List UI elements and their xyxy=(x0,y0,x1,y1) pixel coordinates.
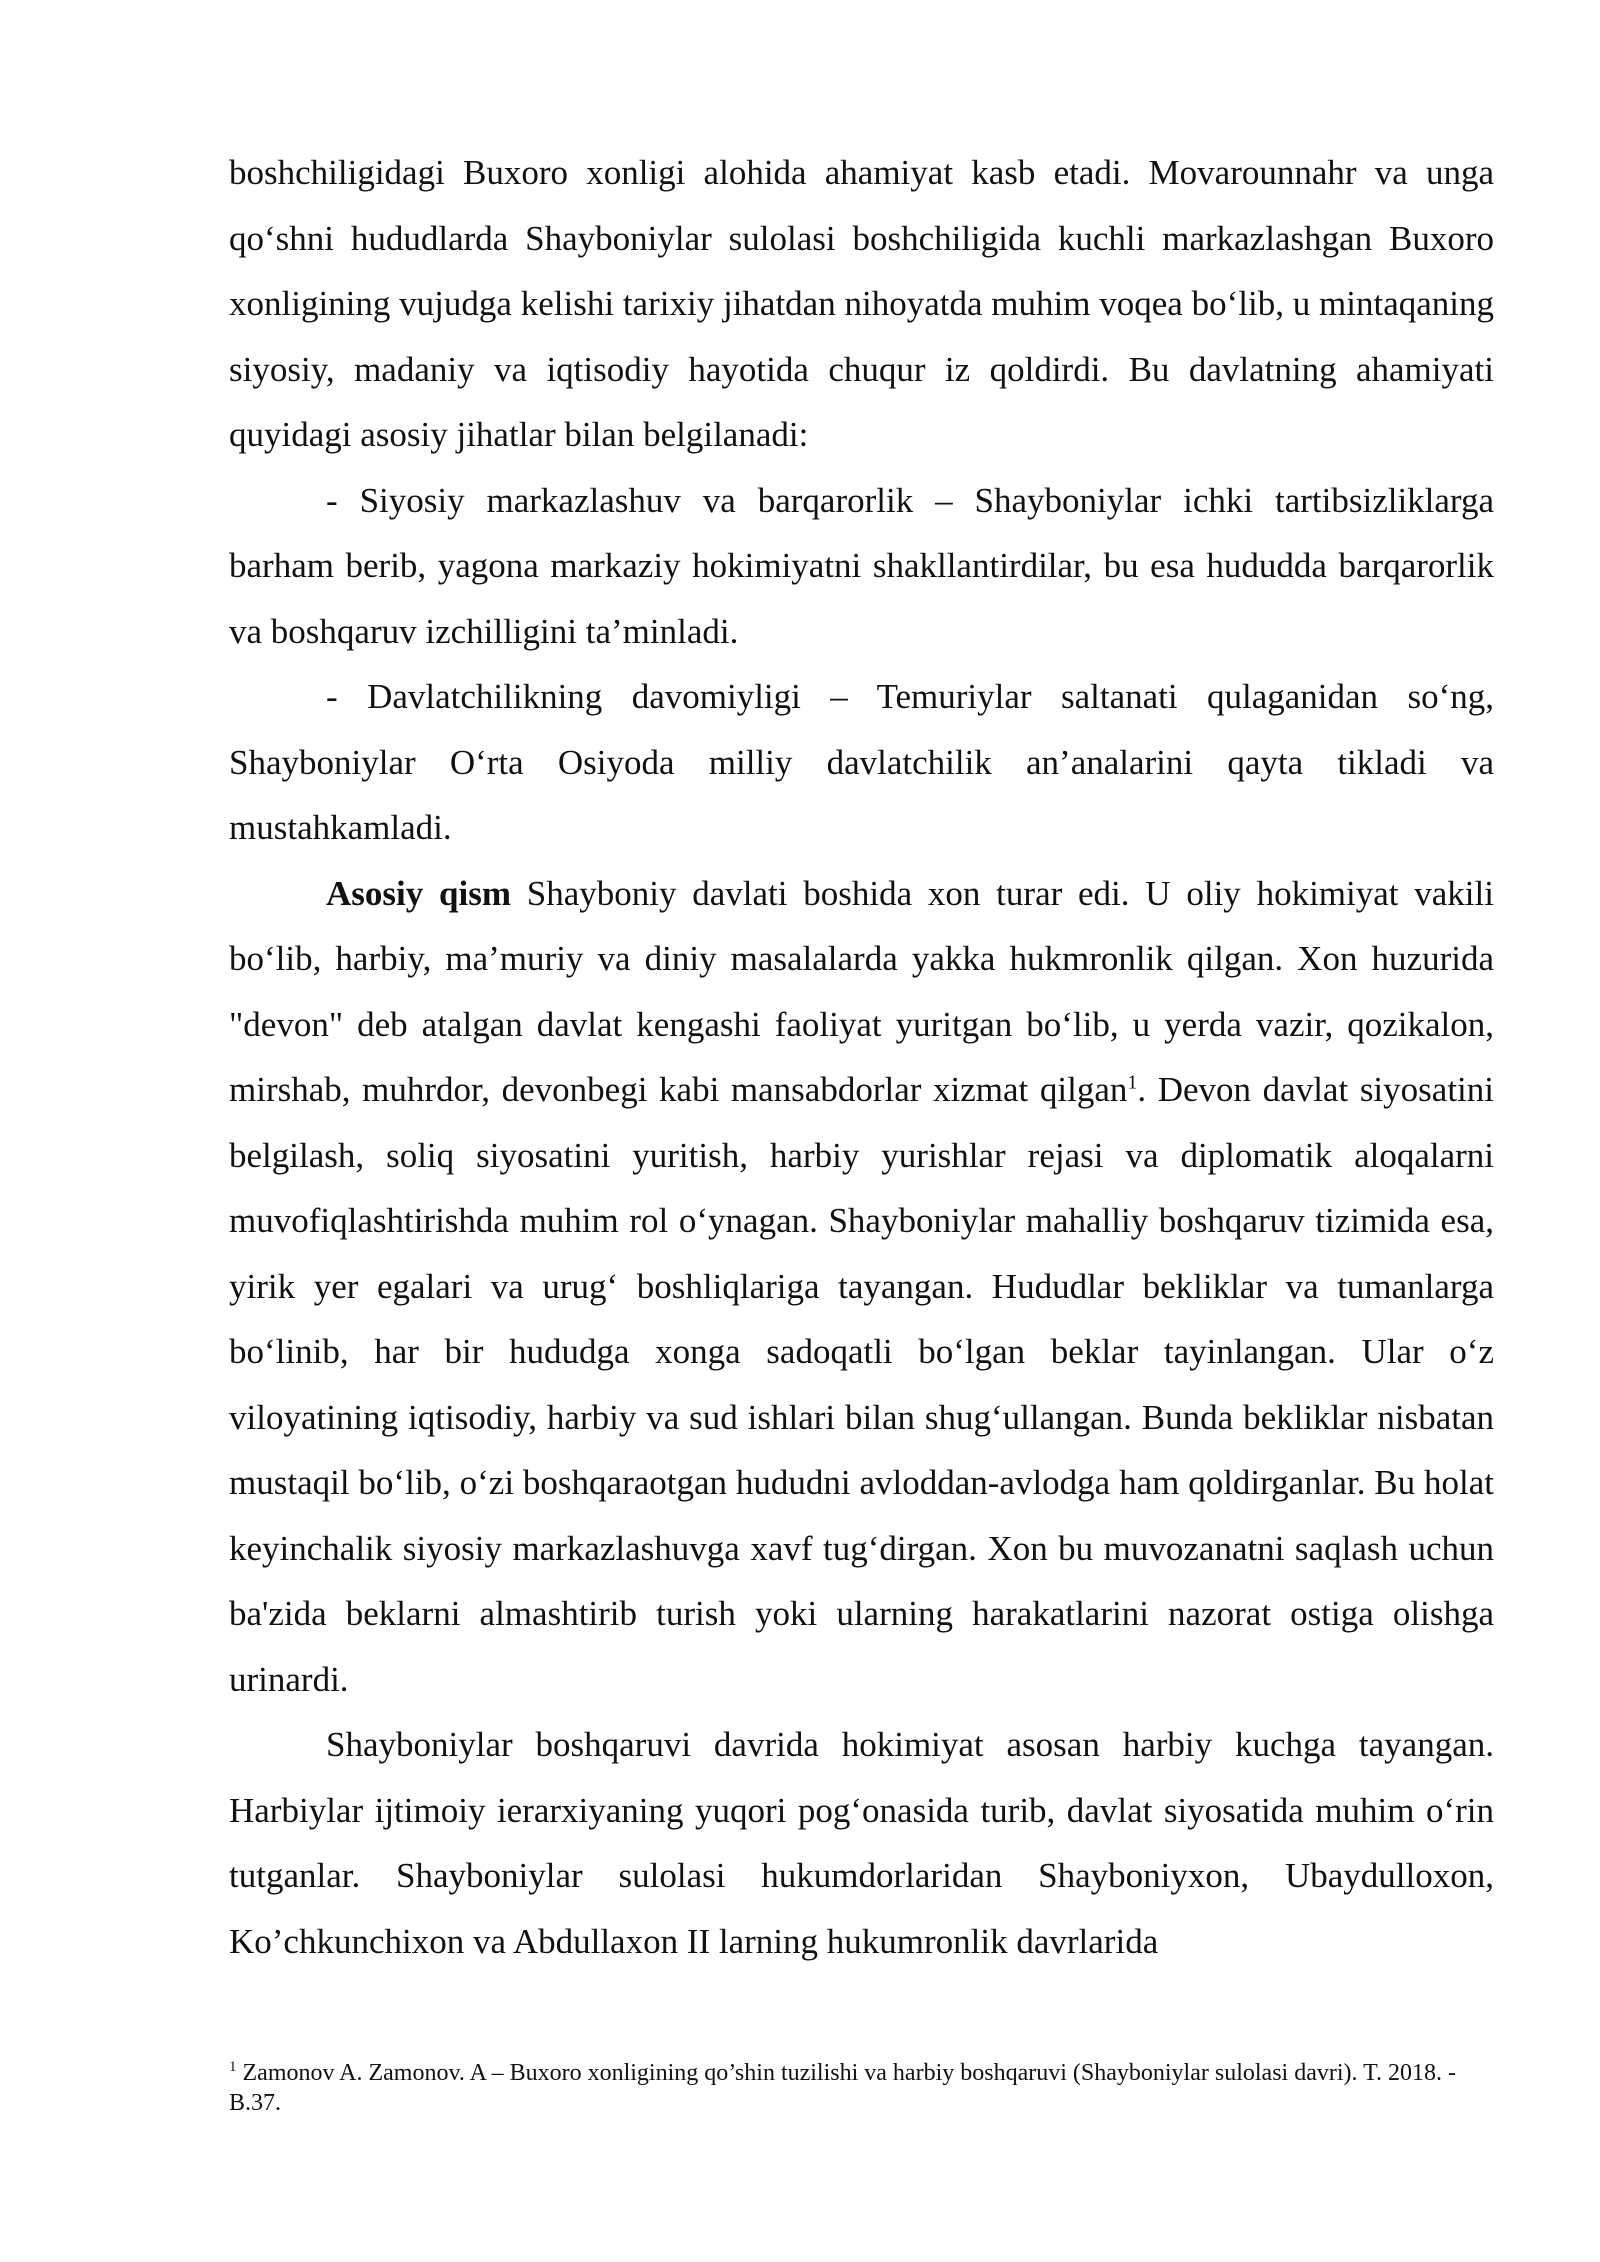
paragraph-intro: boshchiligidagi Buxoro xonligi alohida ahamiyat kasb etadi. Movarounnahr va unga qo‘shni hududlarda Shayboniylar sulolasi boshchiligida kuchli markazlashgan Buxoro xonligining vujudga kelishi tarixiy jihatdan nihoyatda muhim voqea bo‘lib, u mintaqaning siyosiy, madaniy va iqtisodiy hayotida chuqur iz qoldirdi. Bu davlatning ahamiyati quyidagi asosiy jihatlar bilan belgilanadi: xyxy=(229,153,1494,454)
main-part-text-b: . Devon davlat siyosatini belgilash, soliq siyosatini yuritish, harbiy yurishlar rejasi va diplomatik aloqalarni muvofiqlashtirishda muhim rol o‘ynagan. Shayboniylar mahalliy boshqaruv tizimida esa, yirik yer egalari va urug‘ boshliqlariga tayangan. Hududlar bekliklar va tumanlarga bo‘linib, har bir hududga xonga sadoqatli bo‘lgan beklar tayinlangan. Ular o‘z viloyatining iqtisodiy, harbiy va sud ishlari bilan shug‘ullangan. Bunda bekliklar nisbatan mustaqil bo‘lib, o‘zi boshqaraotgan hududni avloddan-avlodga ham qoldirganlar. Bu holat keyinchalik siyosiy markazlashuvga xavf tug‘dirgan. Xon bu muvozanatni saqlash uchun ba'zida beklarni almashtirib turish yoki ularning harakatlarini nazorat ostiga olishga urinardi. xyxy=(229,1070,1494,1699)
paragraph-main-part xyxy=(229,861,1494,1713)
footnote-reference[interactable]: 1 xyxy=(1127,1071,1138,1094)
section-heading-main-part: Asosiy qism xyxy=(326,873,511,913)
paragraph-political-centralization: - Siyosiy markazlashuv va barqarorlik – Shayboniylar ichki tartibsizliklarga barham berib, yagona markaziy hokimiyatni shakllantirdilar, bu esa hududda barqarorlik va boshqaruv izchilligini ta’minladi. xyxy=(229,480,1494,651)
paragraph-military-power: Shayboniylar boshqaruvi davrida hokimiyat asosan harbiy kuchga tayangan. Harbiylar ijtimoiy ierarxiyaning yuqori pog‘onasida turib, davlat siyosatida muhim o‘rin tutganlar. Shayboniylar sulolasi hukumdorlaridan Shayboniyxon, Ubaydulloxon, Ko’chkunchixon va Abdullaxon II larning hukumronlik davrlarida xyxy=(229,1725,1494,1961)
paragraph-statehood-continuity: - Davlatchilikning davomiyligi – Temuriylar saltanati qulaganidan so‘ng, Shayboniylar O‘rta Osiyoda milliy davlatchilik an’analarini qayta tikladi va mustahkamladi. xyxy=(229,677,1494,847)
document-body xyxy=(229,140,1494,1974)
footnote xyxy=(229,2058,1494,2118)
footnote-text: Zamonov A. Zamonov. A – Buxoro xonligining qo’shin tuzilishi va harbiy boshqaruvi (Shayboniylar sulolasi davri). T. 2018. - B.37. xyxy=(229,2060,1456,2116)
footnote-number: 1 xyxy=(229,2059,237,2075)
main-part-text-a: Shayboniy davlati boshida xon turar edi. U oliy hokimiyat vakili bo‘lib, harbiy, ma’muriy va diniy masalalarda yakka hukmronlik qilgan. Xon huzurida "devon" deb atalgan davlat kengashi faoliyat yuritgan bo‘lib, u yerda vazir, qozikalon, mirshab, muhrdor, devonbegi kabi mansabdorlar xizmat qilgan xyxy=(229,873,1494,1109)
